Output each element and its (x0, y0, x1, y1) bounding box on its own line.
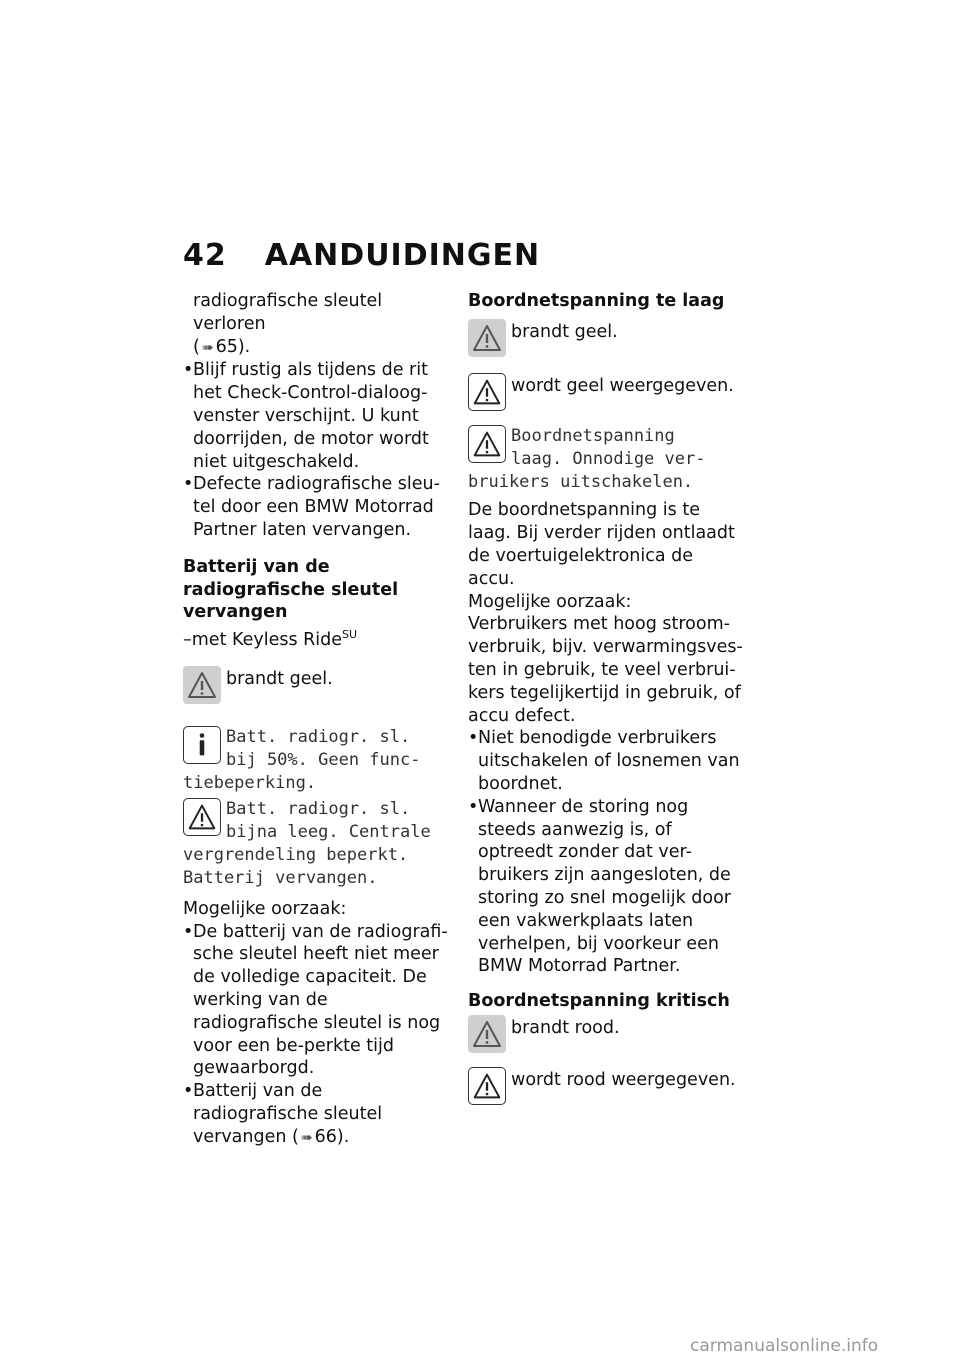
info-icon (183, 726, 221, 764)
message-row (183, 798, 453, 842)
section-heading: Batterij van de radiografische sleutel vervangen (183, 556, 399, 623)
page-header (183, 238, 540, 278)
section-heading: Boordnetspanning kritisch (468, 991, 730, 1012)
right-column (468, 290, 743, 1111)
list-item: • Blijf rustig als tijdens de rit het Check-Control-dialoog-venster verschijnt. U kunt doorrijden, de motor wordt niet uitgeschakeld. (183, 359, 453, 473)
indicator-row (468, 1067, 743, 1111)
message-row (183, 726, 453, 770)
warning-triangle-icon (468, 1067, 506, 1105)
display-message-line: Batt. radiogr. sl. (226, 726, 411, 747)
paragraph: De boordnetspanning is te laag. Bij verder rijden ontlaadt de voertuigelektronica de accu. (468, 500, 735, 589)
indicator-row (183, 666, 453, 710)
warning-triangle-icon (183, 798, 221, 836)
list-item: • De batterij van de radiografi-sche sleutel heeft niet meer de volledige capaciteit. De werking van de radiografische sleutel is nog voor een be-perkte tijd gewaarborgd. (183, 921, 453, 1081)
indicator-row (468, 1015, 743, 1059)
indicator-text: wordt geel weergegeven. (511, 375, 734, 396)
display-message-line: Batt. radiogr. sl. (226, 799, 411, 820)
warning-light-icon (468, 319, 506, 357)
message-row (468, 425, 743, 469)
cause-label: Mogelijke oorzaak: (468, 591, 632, 612)
list-item: • Batterij van de radiografische sleutel vervangen ( ➠ 66). (183, 1080, 453, 1149)
page-ref-link[interactable]: 66 (314, 1126, 337, 1147)
page-title: AANDUIDINGEN (264, 238, 541, 273)
section-heading: Boordnetspanning te laag (468, 291, 725, 311)
section-subline: –met Keyless Ride$^{SU}$ (183, 628, 358, 650)
indicator-text: brandt geel. (226, 668, 333, 689)
warning-light-icon (468, 1015, 506, 1053)
indicator-row (468, 319, 743, 363)
indicator-text: wordt rood weergegeven. (511, 1069, 736, 1090)
page-number: 42 (183, 238, 227, 273)
list-item: • Niet benodigde verbruikers uitschakelen of losnemen van boordnet. (468, 727, 743, 795)
display-message: laag. Onnodige ver-bruikers uitschakelen. (468, 448, 706, 492)
warning-triangle-icon (468, 373, 506, 411)
left-column (183, 290, 453, 1150)
indicator-row (468, 373, 743, 417)
display-message: bijna leeg. Centrale vergrendeling beperkt. Batterij vervangen. (183, 822, 431, 888)
page-ref-arrow-icon: ➠ (300, 1129, 313, 1146)
watermark: carmanualsonline.info (690, 1336, 879, 1356)
list-item: • Wanneer de storing nog steeds aanwezig is, of optreedt zonder dat ver-bruikers zijn aangesloten, de storing zo snel mogelijk door een vakwerkplaats laten verhelpen, bij voorkeur een BMW Motorrad Partner. (468, 796, 743, 978)
list-item: • Defecte radiografische sleu-tel door een BMW Motorrad Partner laten vervangen. (183, 473, 453, 541)
display-message-line: Boordnetspanning (511, 425, 675, 446)
warning-light-icon (183, 666, 221, 704)
page-ref-link[interactable]: 65 (215, 336, 238, 357)
intro-text: radiografische sleutel verloren ( ➠ 65). (183, 290, 453, 359)
paragraph: Verbruikers met hoog stroom-verbruik, bijv. verwarmingsves-ten in gebruik, te veel verbrui-kers tegelijkertijd in gebruik, of accu defect. (468, 614, 743, 726)
cause-label: Mogelijke oorzaak: (183, 898, 347, 919)
indicator-text: brandt geel. (511, 321, 618, 342)
display-message: bij 50%. Geen func-tiebeperking. (183, 749, 421, 793)
page-ref-arrow-icon: ➠ (201, 339, 214, 356)
indicator-text: brandt rood. (511, 1017, 620, 1038)
warning-triangle-icon (468, 425, 506, 463)
